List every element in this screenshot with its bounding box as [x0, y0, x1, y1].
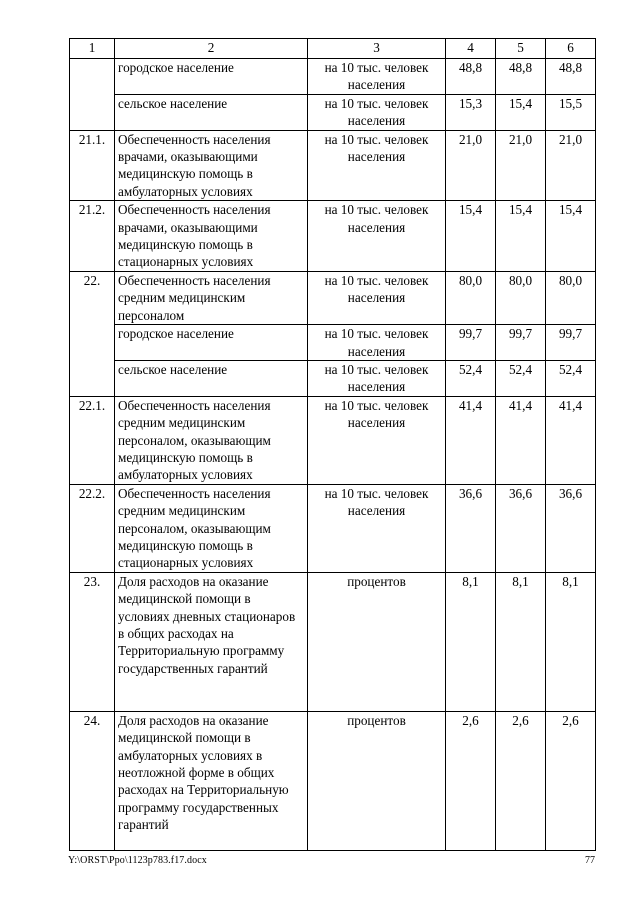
value-cell: 21,0	[496, 130, 546, 201]
value-cell: 21,0	[446, 130, 496, 201]
table-row	[70, 271, 596, 324]
value-cell: 36,6	[546, 484, 596, 572]
table-header-row	[70, 39, 596, 59]
value-cell: 48,8	[446, 59, 496, 95]
value-cell: 15,5	[546, 94, 596, 130]
table-row	[70, 396, 596, 484]
row-number-cell: 21.1.	[70, 130, 115, 201]
column-header: 4	[446, 39, 496, 59]
footer-file-path: Y:\ORST\Ppo\1123p783.f17.docx	[68, 855, 207, 866]
value-cell: 52,4	[496, 360, 546, 396]
column-header: 3	[308, 39, 446, 59]
value-cell: 41,4	[446, 396, 496, 484]
page-number: 77	[585, 855, 595, 866]
indicator-name-cell: Доля расходов на оказание медицинской помощи в амбулаторных условиях в неотложной форме в общих расходах на Территориальную программу государственных гарантий	[115, 711, 308, 850]
value-cell: 48,8	[496, 59, 546, 95]
row-number-cell	[70, 360, 115, 396]
table-row	[70, 572, 596, 711]
row-number-cell	[70, 325, 115, 361]
unit-cell: на 10 тыс. человек населения	[308, 201, 446, 272]
indicator-name-cell: Доля расходов на оказание медицинской помощи в условиях дневных стационаров в общих расходах на Территориальную программу государственных гарантий	[115, 572, 308, 711]
indicator-name-cell: Обеспеченность населения средним медицинским персоналом, оказывающим медицинскую помощь в стационарных условиях	[115, 484, 308, 572]
column-header: 5	[496, 39, 546, 59]
value-cell: 80,0	[546, 271, 596, 324]
value-cell: 99,7	[496, 325, 546, 361]
value-cell: 52,4	[546, 360, 596, 396]
table-row	[70, 201, 596, 272]
unit-cell: на 10 тыс. человек населения	[308, 325, 446, 361]
row-number-cell: 22.1.	[70, 396, 115, 484]
value-cell: 21,0	[546, 130, 596, 201]
column-header: 2	[115, 39, 308, 59]
table-row	[70, 325, 596, 361]
value-cell: 80,0	[446, 271, 496, 324]
row-number-cell: 22.	[70, 271, 115, 324]
value-cell: 15,4	[446, 201, 496, 272]
unit-cell: на 10 тыс. человек населения	[308, 396, 446, 484]
table-row	[70, 484, 596, 572]
column-header: 1	[70, 39, 115, 59]
value-cell: 8,1	[546, 572, 596, 711]
value-cell: 15,3	[446, 94, 496, 130]
row-number-cell: 24.	[70, 711, 115, 850]
unit-cell: процентов	[308, 572, 446, 711]
value-cell: 80,0	[496, 271, 546, 324]
indicator-name-cell: сельское население	[115, 360, 308, 396]
value-cell: 2,6	[446, 711, 496, 850]
value-cell: 8,1	[496, 572, 546, 711]
unit-cell: на 10 тыс. человек населения	[308, 94, 446, 130]
value-cell: 36,6	[496, 484, 546, 572]
table-row	[70, 360, 596, 396]
indicator-name-cell: Обеспеченность населения средним медицинским персоналом	[115, 271, 308, 324]
row-number-cell: 21.2.	[70, 201, 115, 272]
table-row	[70, 59, 596, 95]
value-cell: 99,7	[546, 325, 596, 361]
value-cell: 36,6	[446, 484, 496, 572]
table-row	[70, 130, 596, 201]
value-cell: 2,6	[546, 711, 596, 850]
indicator-name-cell: сельское население	[115, 94, 308, 130]
indicator-name-cell: Обеспеченность населения врачами, оказывающими медицинскую помощь в стационарных условиях	[115, 201, 308, 272]
row-number-cell	[70, 94, 115, 130]
indicator-name-cell: городское население	[115, 325, 308, 361]
value-cell: 15,4	[496, 94, 546, 130]
indicators-table	[69, 38, 596, 851]
unit-cell: на 10 тыс. человек населения	[308, 484, 446, 572]
row-number-cell	[70, 59, 115, 95]
value-cell: 8,1	[446, 572, 496, 711]
table-body	[70, 59, 596, 851]
unit-cell: процентов	[308, 711, 446, 850]
value-cell: 41,4	[546, 396, 596, 484]
row-number-cell: 22.2.	[70, 484, 115, 572]
indicator-name-cell: городское население	[115, 59, 308, 95]
unit-cell: на 10 тыс. человек населения	[308, 59, 446, 95]
value-cell: 2,6	[496, 711, 546, 850]
unit-cell: на 10 тыс. человек населения	[308, 360, 446, 396]
unit-cell: на 10 тыс. человек населения	[308, 130, 446, 201]
column-header: 6	[546, 39, 596, 59]
indicator-name-cell: Обеспеченность населения врачами, оказывающими медицинскую помощь в амбулаторных условиях	[115, 130, 308, 201]
unit-cell: на 10 тыс. человек населения	[308, 271, 446, 324]
indicator-name-cell: Обеспеченность населения средним медицинским персоналом, оказывающим медицинскую помощь в амбулаторных условиях	[115, 396, 308, 484]
table-row	[70, 94, 596, 130]
value-cell: 48,8	[546, 59, 596, 95]
row-number-cell: 23.	[70, 572, 115, 711]
value-cell: 41,4	[496, 396, 546, 484]
value-cell: 15,4	[496, 201, 546, 272]
table-row	[70, 711, 596, 850]
value-cell: 15,4	[546, 201, 596, 272]
value-cell: 52,4	[446, 360, 496, 396]
value-cell: 99,7	[446, 325, 496, 361]
